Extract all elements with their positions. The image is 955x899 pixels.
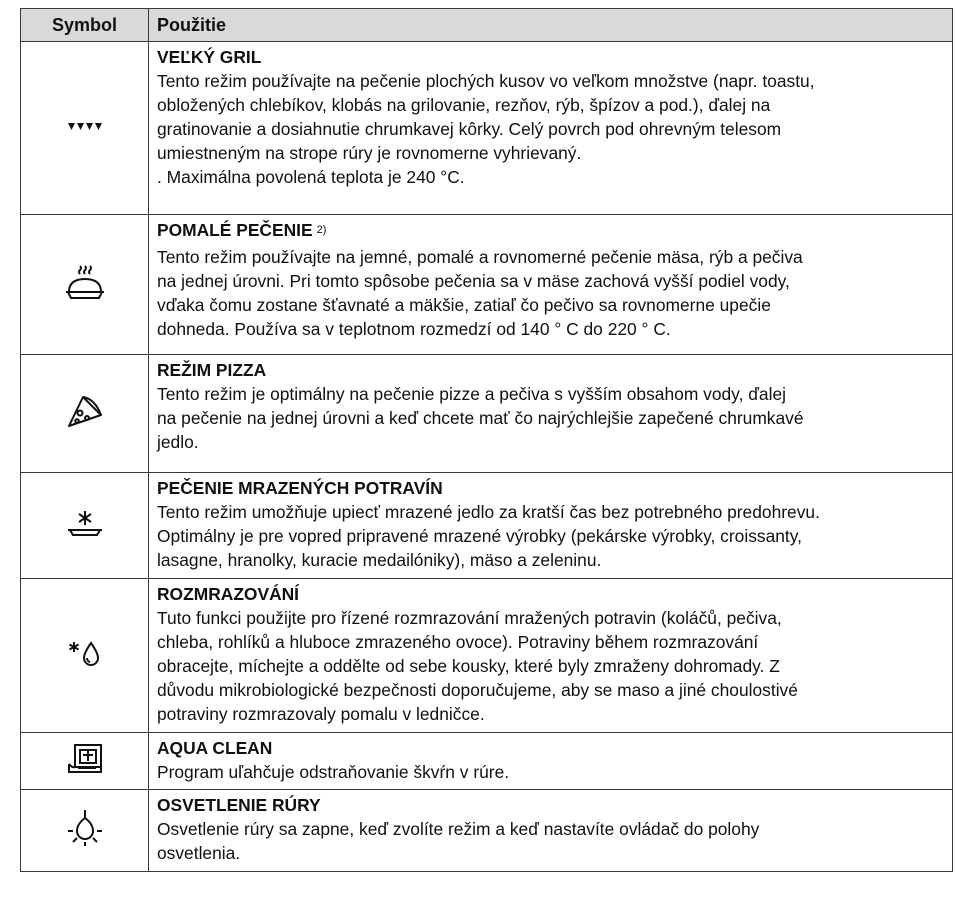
footnote-marker: 2) — [316, 224, 327, 236]
description-cell — [149, 355, 953, 473]
mode-text-line: chleba, rohlíků a hluboce zmrazeného ovoce). Potraviny během rozmrazování — [157, 632, 759, 652]
large-grill-icon — [68, 122, 102, 132]
mode-text-line: lasagne, hranolky, kuracie medailóniky), mäso a zeleninu. — [157, 550, 602, 570]
mode-text-line: Optimálny je pre vopred pripravené mrazené výrobky (pekárske výrobky, croissanty, — [157, 526, 802, 546]
mode-title: POMALÉ PEČENIE $^{2)}$ — [157, 220, 327, 240]
table-row — [21, 733, 953, 790]
description-cell — [149, 733, 953, 790]
mode-text-line: Tento režim umožňuje upiecť mrazené jedlo za kratší čas bez potrebného predohrevu. — [157, 502, 820, 522]
table-row — [21, 215, 953, 355]
mode-text-line: potraviny rozmrazovaly pomalu v ledničce. — [157, 704, 485, 724]
table-row — [21, 473, 953, 579]
mode-title: OSVETLENIE RÚRY — [157, 795, 321, 815]
mode-text-line: důvodu mikrobiologické bezpečnosti doporučujeme, aby se maso a jiné choulostivé — [157, 680, 798, 700]
mode-text-line: dohneda. Používa sa v teplotnom rozmedzí od 140 ° C do 220 ° C. — [157, 319, 671, 339]
slow-bake-icon — [63, 262, 107, 302]
symbol-cell — [21, 733, 149, 790]
symbol-cell — [21, 215, 149, 355]
mode-text-line: Tuto funkci použijte pro řízené rozmrazování mražených potravin (koláčů, pečiva, — [157, 608, 782, 628]
symbol-cell — [21, 790, 149, 872]
mode-text-line: . Maximálna povolená teplota je 240 °C. — [157, 167, 465, 187]
oven-light-icon — [65, 808, 105, 848]
table-row — [21, 790, 953, 872]
aqua-clean-icon — [66, 742, 104, 776]
mode-text-line: Program uľahčuje odstraňovanie škvŕn v rúre. — [157, 762, 510, 782]
symbol-cell — [21, 473, 149, 579]
mode-title: AQUA CLEAN — [157, 738, 273, 758]
mode-title: ROZMRAZOVÁNÍ — [157, 584, 300, 604]
mode-text-line: osvetlenia. — [157, 843, 241, 863]
mode-text-line: Osvetlenie rúry sa zapne, keď zvolíte režim a keď nastavíte ovládač do polohy — [157, 819, 760, 839]
mode-text-line: Tento režim je optimálny na pečenie pizze a pečiva s vyšším obsahom vody, ďalej — [157, 384, 786, 404]
mode-text-line: gratinovanie a dosiahnutie chrumkavej kôrky. Celý povrch pod ohrevným telesom — [157, 119, 782, 139]
mode-text-line: umiestneným na strope rúry je rovnomerne vyhrievaný. — [157, 143, 582, 163]
oven-modes-table — [20, 8, 953, 872]
header-usage: Použitie — [149, 9, 953, 42]
mode-title: VEĽKÝ GRIL — [157, 47, 262, 67]
description-cell — [149, 473, 953, 579]
symbol-cell — [21, 355, 149, 473]
table-row — [21, 355, 953, 473]
mode-text-line: na jednej úrovni. Pri tomto spôsobe pečenia sa v mäse zachová vyšší podiel vody, — [157, 271, 790, 291]
mode-text-line: jedlo. — [157, 432, 199, 452]
mode-text-line: obložených chlebíkov, klobás na grilovanie, rezňov, rýb, špízov a pod.), ďalej na — [157, 95, 771, 115]
symbol-cell — [21, 579, 149, 733]
frozen-food-icon — [65, 508, 105, 538]
table-header-row — [21, 9, 953, 42]
mode-text-line: Tento režim používajte na jemné, pomalé a rovnomerné pečenie mäsa, rýb a pečiva — [157, 247, 803, 267]
defrost-icon — [68, 639, 102, 667]
table-row — [21, 42, 953, 215]
mode-text-line: na pečenie na jednej úrovni a keď chcete mať čo najrýchlejšie zapečené chrumkavé — [157, 408, 804, 428]
description-cell — [149, 579, 953, 733]
mode-text-line: obracejte, míchejte a oddělte od sebe kousky, které byly zmraženy dohromady. Z — [157, 656, 780, 676]
pizza-icon — [65, 393, 105, 429]
symbol-cell — [21, 42, 149, 215]
description-cell — [149, 42, 953, 215]
description-cell — [149, 215, 953, 355]
mode-text-line: Tento režim používajte na pečenie plochých kusov vo veľkom množstve (napr. toastu, — [157, 71, 815, 91]
mode-title: PEČENIE MRAZENÝCH POTRAVÍN — [157, 478, 443, 498]
cropped-caption-strip — [0, 0, 955, 8]
mode-title: REŽIM PIZZA — [157, 360, 267, 380]
table-row — [21, 579, 953, 733]
description-cell — [149, 790, 953, 872]
mode-text-line: vďaka čomu zostane šťavnaté a mäkšie, zatiaľ čo pečivo sa rovnomerne upečie — [157, 295, 771, 315]
header-symbol: Symbol — [21, 9, 149, 42]
